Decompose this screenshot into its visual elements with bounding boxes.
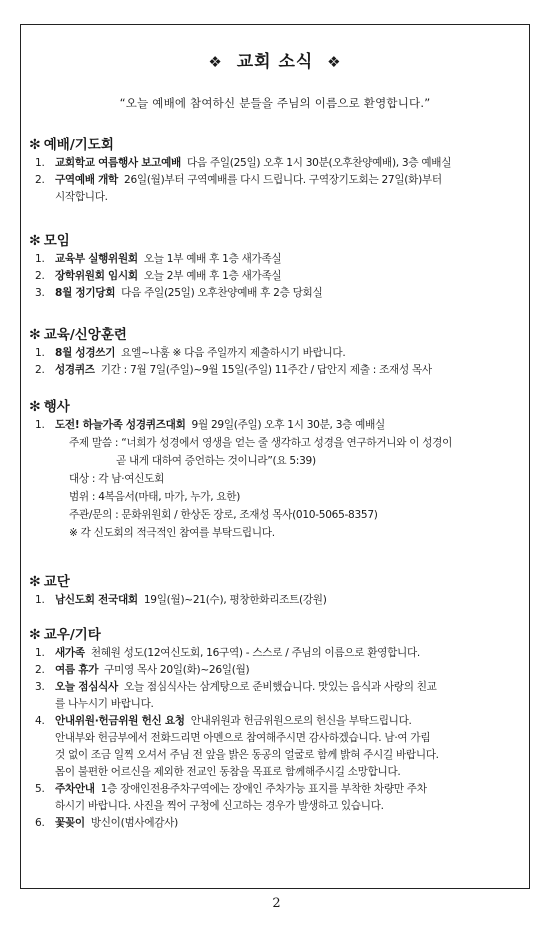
list-item-continuation: 를 나누시기 바랍니다. xyxy=(55,698,154,710)
list-item: 2. 장학위원회 임시회 오늘 2부 예배 후 1층 새가족실 xyxy=(35,270,282,282)
section-heading: ✻ 교육/신앙훈련 xyxy=(29,327,127,343)
section-heading: ✻ 교우/기타 xyxy=(29,627,101,643)
asterisk-icon: ✻ xyxy=(29,327,41,343)
asterisk-icon: ✻ xyxy=(29,627,41,643)
section-heading: ✻ 행사 xyxy=(29,399,70,415)
list-item-continuation: 것 없이 조금 일찍 오셔서 주님 전 앞을 밝은 동공의 얼굴로 함께 밝혀 주시길 바랍니다. xyxy=(55,749,439,761)
title-text: 교회 소식 xyxy=(236,52,314,72)
list-item-continuation: 몸이 불편한 어르신을 제외한 전교인 동참을 목표로 함께해주시길 소망합니다. xyxy=(55,766,401,778)
event-contact: 주관/문의 : 문화위원회 / 한상돈 장로, 조재성 목사(010-5065-8357) xyxy=(69,509,378,521)
section-members xyxy=(29,625,524,832)
asterisk-icon: ✻ xyxy=(29,233,41,249)
list-item-continuation: 하시기 바랍니다. 사진을 찍어 구청에 신고하는 경우가 발생하고 있습니다. xyxy=(55,800,384,812)
section-heading: ✻ 예배/기도회 xyxy=(29,137,114,153)
list-item: 1. 교육부 실행위원회 오늘 1부 예배 후 1층 새가족실 xyxy=(35,253,282,265)
list-item: 1. 남신도회 전국대회 19일(월)~21(수), 평창한화리조트(강원) xyxy=(35,594,327,606)
list-item: 1. 새가족 천혜원 성도(12여신도회, 16구역) - 스스로 / 주님의 이름으로 환영합니다. xyxy=(35,647,420,659)
list-item: 2. 구역예배 개학 26일(월)부터 구역예배를 다시 드립니다. 구역장기도회는 27일(화)부터 xyxy=(35,174,442,186)
event-theme: 주제 말씀 : “너희가 성경에서 영생을 얻는 줄 생각하고 성경을 연구하거니와 이 성경이 xyxy=(69,437,453,449)
event-scope: 범위 : 4복음서(마태, 마가, 누가, 요한) xyxy=(69,491,241,503)
section-meetings xyxy=(29,231,524,302)
section-worship xyxy=(29,135,524,206)
section-heading: ✻ 교단 xyxy=(29,574,70,590)
asterisk-icon: ✻ xyxy=(29,574,41,590)
section-denomination xyxy=(29,572,524,609)
event-target: 대상 : 각 남·여신도회 xyxy=(69,473,165,485)
list-item: 3. 8월 정기당회 다음 주일(25일) 오후찬양예배 후 2층 당회실 xyxy=(35,287,323,299)
list-item: 5. 주차안내 1층 장애인전용주차구역에는 장애인 주차가능 표지를 부착한 차량만 주차 xyxy=(35,783,427,795)
list-item: 2. 여름 휴가 구미영 목사 20일(화)~26일(월) xyxy=(35,664,250,676)
diamond-ornament-icon: ❖ xyxy=(208,53,223,71)
list-item: 2. 성경퀴즈 기간 : 7월 7일(주일)~9월 15일(주일) 11주간 / 답안지 제출 : 조재성 목사 xyxy=(35,364,432,376)
asterisk-icon: ✻ xyxy=(29,137,41,153)
event-theme-continuation: 곧 내게 대하여 증언하는 것이니라”(요 5:39) xyxy=(116,455,316,467)
bulletin-frame xyxy=(20,24,530,889)
greeting: “오늘 예배에 참여하신 분들을 주님의 이름으로 환영합니다.” xyxy=(119,96,431,110)
page-number: 2 xyxy=(272,896,281,911)
event-note: ※ 각 신도회의 적극적인 참여를 부탁드립니다. xyxy=(69,527,275,539)
list-item: 1. 8월 성경쓰기 요엘~나훔 ※ 다음 주일까지 제출하시기 바랍니다. xyxy=(35,347,346,359)
list-item: 1. 교회학교 여름행사 보고예배 다음 주일(25일) 오후 1시 30분(오후찬양예배), 3층 예배실 xyxy=(35,157,452,169)
list-item: 1. 도전! 하늘가족 성경퀴즈대회 9월 29일(주일) 오후 1시 30분, 3층 예배실 xyxy=(35,419,385,431)
list-item: 4. 안내위원·헌금위원 헌신 요청 안내위원과 헌금위원으로의 헌신을 부탁드립니다. xyxy=(35,715,412,727)
section-events xyxy=(29,397,524,542)
asterisk-icon: ✻ xyxy=(29,399,41,415)
list-item: 3. 오늘 점심식사 오늘 점심식사는 삼계탕으로 준비했습니다. 맛있는 음식과 사랑의 친교 xyxy=(35,681,437,693)
list-item: 6. 꽃꽂이 방신이(범사에감사) xyxy=(35,817,178,829)
list-item-continuation: 안내부와 헌금부에서 전화드리면 아멘으로 참여해주시면 감사하겠습니다. 남·여 가림 xyxy=(55,732,431,744)
section-education xyxy=(29,325,524,379)
page-title xyxy=(21,47,529,72)
section-heading: ✻ 모임 xyxy=(29,233,70,249)
diamond-ornament-icon: ❖ xyxy=(327,53,342,71)
list-item-continuation: 시작합니다. xyxy=(55,191,108,203)
